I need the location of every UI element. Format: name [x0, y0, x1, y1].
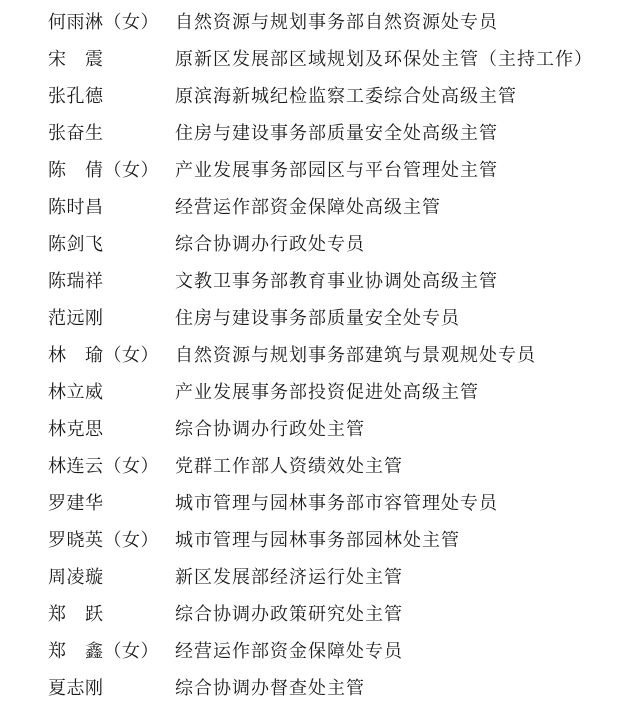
person-name: 郑 跃	[48, 604, 104, 625]
person-name: 林立威	[48, 382, 104, 403]
roster-row	[0, 226, 630, 263]
person-name: 夏志刚	[48, 678, 104, 699]
roster-row	[0, 337, 630, 374]
person-title: 自然资源与规划事务部自然资源处专员	[175, 12, 498, 33]
person-title: 产业发展事务部投资促进处高级主管	[175, 382, 479, 403]
roster-row	[0, 596, 630, 633]
roster-row	[0, 41, 630, 78]
roster-row	[0, 633, 630, 670]
person-name: 周凌璇	[48, 567, 104, 588]
person-title: 产业发展事务部园区与平台管理处主管	[175, 160, 498, 181]
person-title: 城市管理与园林事务部市容管理处专员	[175, 493, 498, 514]
person-name: 郑 鑫（女）	[48, 641, 159, 662]
roster-row	[0, 485, 630, 522]
roster-row	[0, 559, 630, 596]
person-name: 林 瑜（女）	[48, 345, 159, 366]
roster-row	[0, 115, 630, 152]
person-name: 林克思	[48, 419, 104, 440]
roster-row	[0, 448, 630, 485]
person-title: 经营运作部资金保障处高级主管	[175, 197, 441, 218]
person-name: 张奋生	[48, 123, 104, 144]
person-title: 原滨海新城纪检监察工委综合处高级主管	[175, 86, 517, 107]
person-name: 陈瑞祥	[48, 271, 104, 292]
person-title: 住房与建设事务部质量安全处专员	[175, 308, 460, 329]
person-title: 新区发展部经济运行处主管	[175, 567, 403, 588]
person-name: 何雨淋（女）	[48, 12, 159, 33]
person-title: 住房与建设事务部质量安全处高级主管	[175, 123, 498, 144]
person-title: 经营运作部资金保障处专员	[175, 641, 403, 662]
person-title: 文教卫事务部教育事业协调处高级主管	[175, 271, 498, 292]
person-title: 党群工作部人资绩效处主管	[175, 456, 403, 477]
person-title: 综合协调办行政处专员	[175, 234, 365, 255]
person-title: 综合协调办行政处主管	[175, 419, 365, 440]
person-name: 陈剑飞	[48, 234, 104, 255]
roster-row	[0, 411, 630, 448]
roster-row	[0, 300, 630, 337]
person-name: 宋 震	[48, 49, 104, 70]
person-title: 综合协调办政策研究处主管	[175, 604, 403, 625]
roster-row	[0, 152, 630, 189]
roster-row	[0, 522, 630, 559]
person-name: 罗建华	[48, 493, 104, 514]
roster-row	[0, 374, 630, 411]
roster-row	[0, 263, 630, 300]
person-name: 陈 倩（女）	[48, 160, 159, 181]
person-title: 城市管理与园林事务部园林处主管	[175, 530, 460, 551]
roster-row	[0, 670, 630, 707]
roster-row	[0, 189, 630, 226]
roster-row	[0, 4, 630, 41]
person-name: 张孔德	[48, 86, 104, 107]
person-name: 陈时昌	[48, 197, 104, 218]
person-name: 罗晓英（女）	[48, 530, 159, 551]
person-title: 综合协调办督查处主管	[175, 678, 365, 699]
roster-row	[0, 78, 630, 115]
person-name: 范远刚	[48, 308, 104, 329]
person-name: 林连云（女）	[48, 456, 159, 477]
person-title: 自然资源与规划事务部建筑与景观规处专员	[175, 345, 536, 366]
person-title: 原新区发展部区域规划及环保处主管（主持工作）	[175, 49, 593, 70]
